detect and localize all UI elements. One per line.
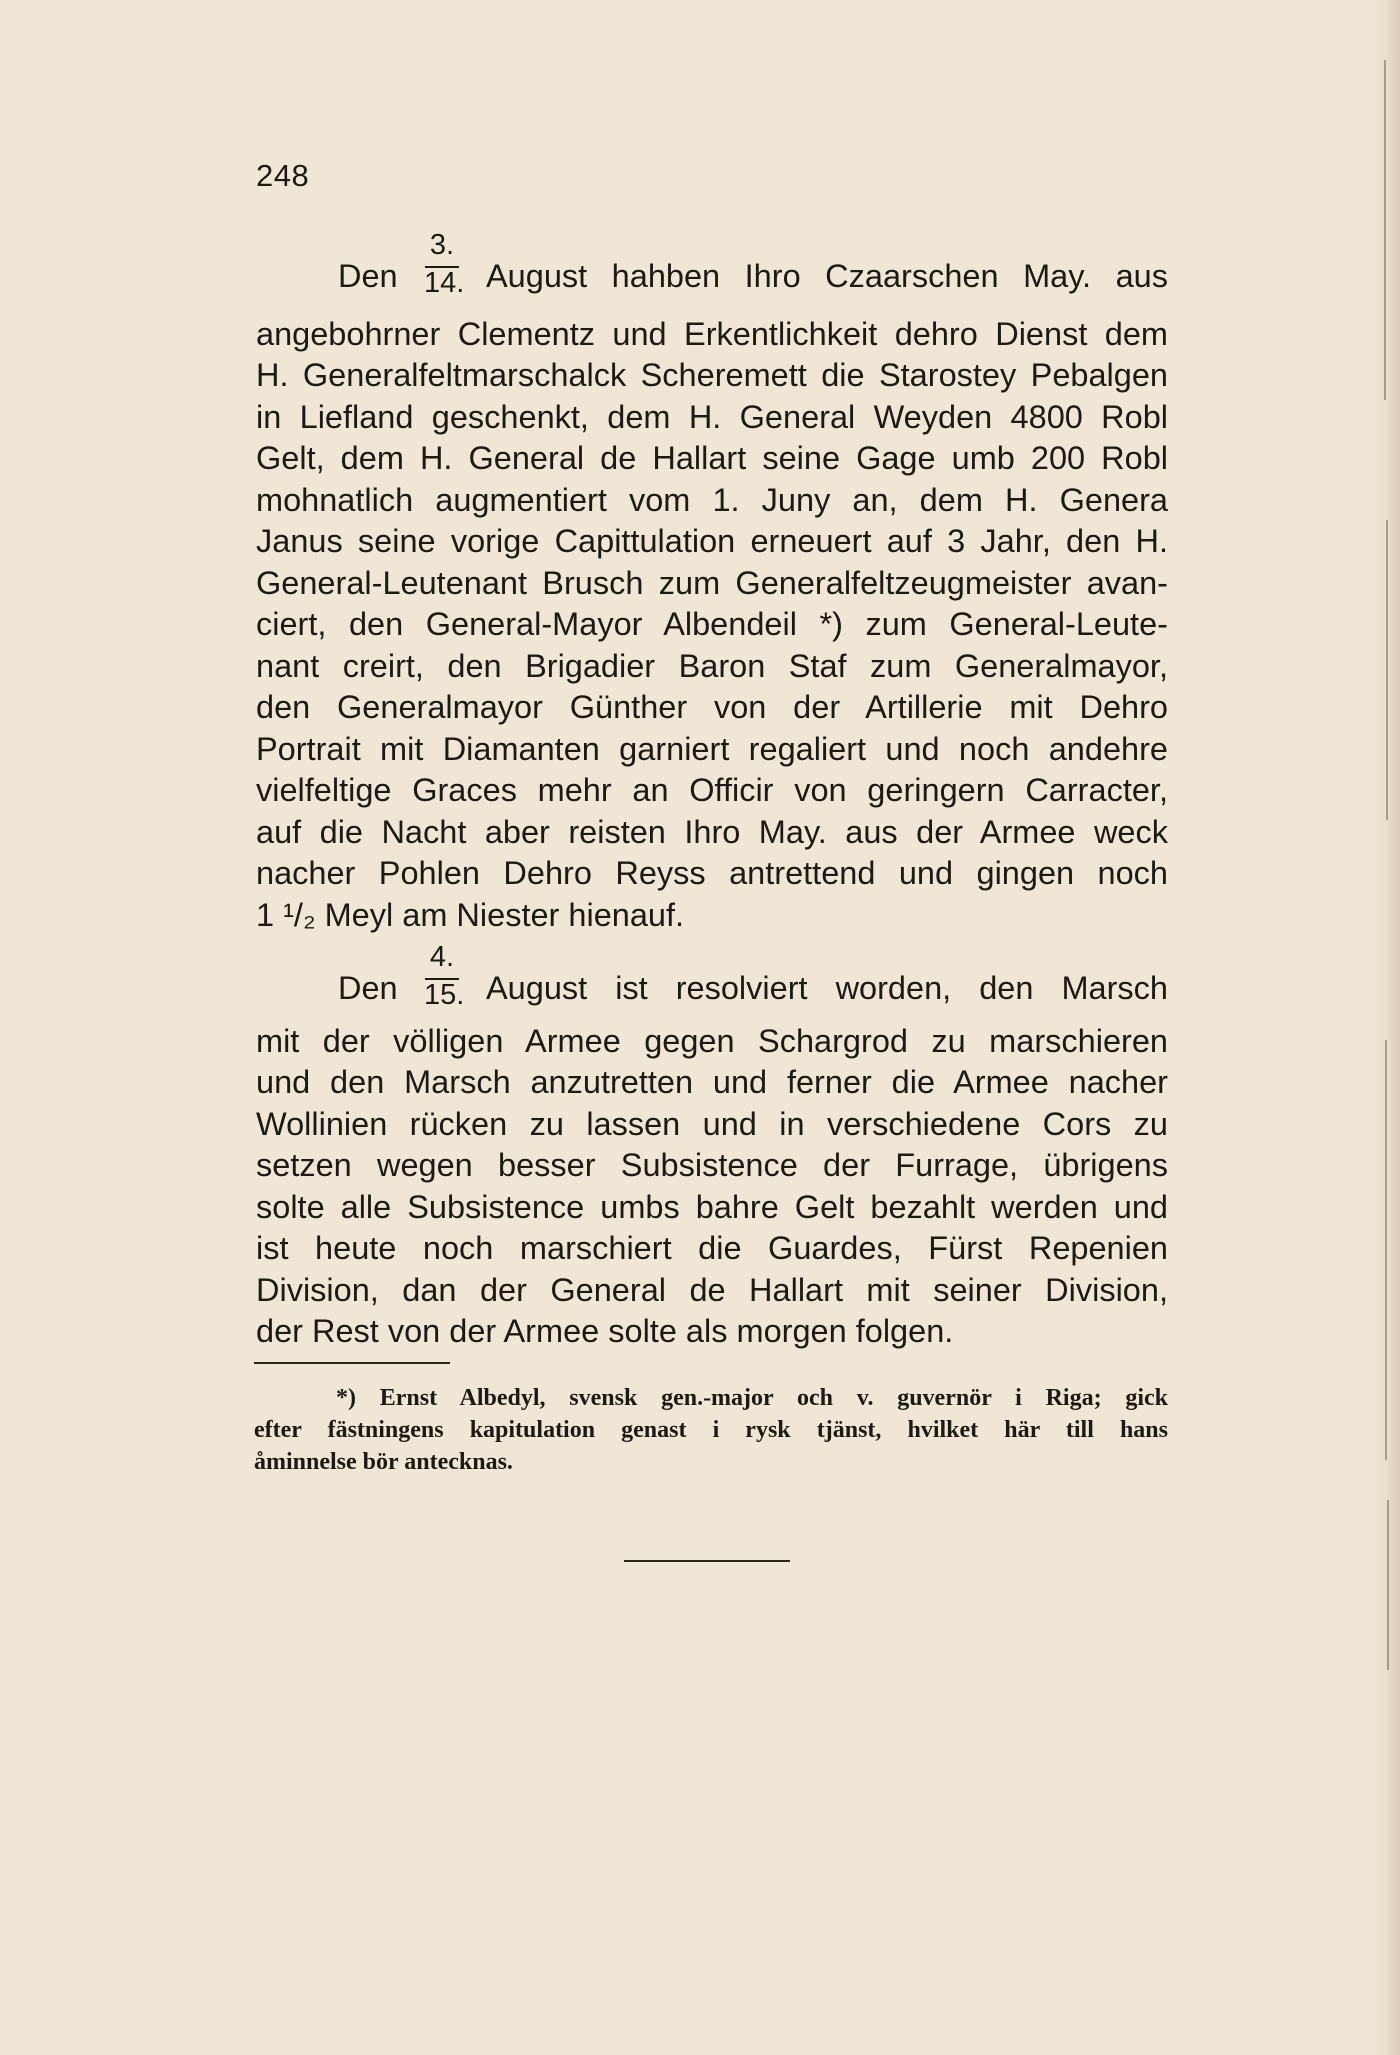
page-edge-mark [1386,520,1388,820]
text-line: vielfeltige Graces mehr an Officir von geringern Carracter, [256,772,1168,808]
page-edge-mark [1384,60,1386,400]
footnote-line: efter fästningens kapitulation genast i rysk tjänst, hvilket här till hans [254,1417,1168,1443]
footnote-line: åminnelse bör antecknas. [254,1449,513,1475]
date-fraction [424,940,465,1020]
text-line: nacher Pohlen Dehro Reyss antrettend und gingen noch [256,855,1168,891]
entry-heading-text: August hahben Ihro Czaarschen May. aus [486,258,1168,294]
page-number: 248 [256,158,310,193]
fraction-numerator: 3. [429,229,455,261]
text-line: auf die Nacht aber reisten Ihro May. aus der Armee weck [256,814,1168,850]
text-line: den Generalmayor Günther von der Artillerie mit Dehro [256,689,1168,725]
text-line: H. Generalfeltmarschalck Scheremett die Starostey Pebalgen [256,357,1168,393]
text-line: Janus seine vorige Capittulation erneuert auf 3 Jahr, den H. [256,523,1168,559]
text-line: Division, dan der General de Hallart mit seiner Division, [256,1272,1168,1308]
fraction-numerator: 4. [429,941,455,973]
page-edge-mark [1385,1040,1387,1460]
text-line: ist heute noch marschiert die Guardes, Fürst Repenien [256,1230,1168,1266]
text-line: setzen wegen besser Subsistence der Furrage, übrigens [256,1147,1168,1183]
entry-den-word: Den [338,970,398,1006]
text-line: Portrait mit Diamanten garniert regaliert und noch andehre [256,731,1168,767]
text-line: General-Leutenant Brusch zum Generalfeltzeugmeister avan- [256,565,1168,601]
entry-heading [338,940,1168,1020]
date-fraction [424,228,465,308]
entry-heading-text: August ist resolviert worden, den Marsch [486,970,1168,1006]
text-line: mit der völligen Armee gegen Schargrod zu marschieren [256,1023,1168,1059]
text-line: Gelt, dem H. General de Hallart seine Gage umb 200 Robl [256,440,1168,476]
text-line: nant creirt, den Brigadier Baron Staf zum Generalmayor, [256,648,1168,684]
text-line: mohnatlich augmentiert vom 1. Juny an, dem H. Genera [256,482,1168,518]
page-edge-mark [1387,1500,1389,1670]
footnote-rule [254,1362,450,1364]
fraction-denominator: 15. [424,979,465,1011]
fraction-denominator: 14. [424,267,465,299]
text-line: der Rest von der Armee solte als morgen folgen. [256,1313,954,1349]
text-line: und den Marsch anzutretten und ferner die Armee nacher [256,1064,1168,1100]
footnote-line: *) Ernst Albedyl, svensk gen.-major och v. guvernör i Riga; gick [336,1385,1168,1411]
end-rule [624,1560,790,1562]
text-line: in Liefland geschenkt, dem H. General Weyden 4800 Robl [256,399,1168,435]
entry-den-word: Den [338,258,398,294]
text-line: ciert, den General-Mayor Albendeil *) zum General-Leute- [256,606,1168,642]
text-line: Wollinien rücken zu lassen und in verschiedene Cors zu [256,1106,1168,1142]
text-line: angebohrner Clementz und Erkentlichkeit dehro Dienst dem [256,316,1168,352]
entry-heading [338,228,1168,308]
text-line: 1 ¹/₂ Meyl am Niester hienauf. [256,897,685,933]
text-line: solte alle Subsistence umbs bahre Gelt bezahlt werden und [256,1189,1168,1225]
